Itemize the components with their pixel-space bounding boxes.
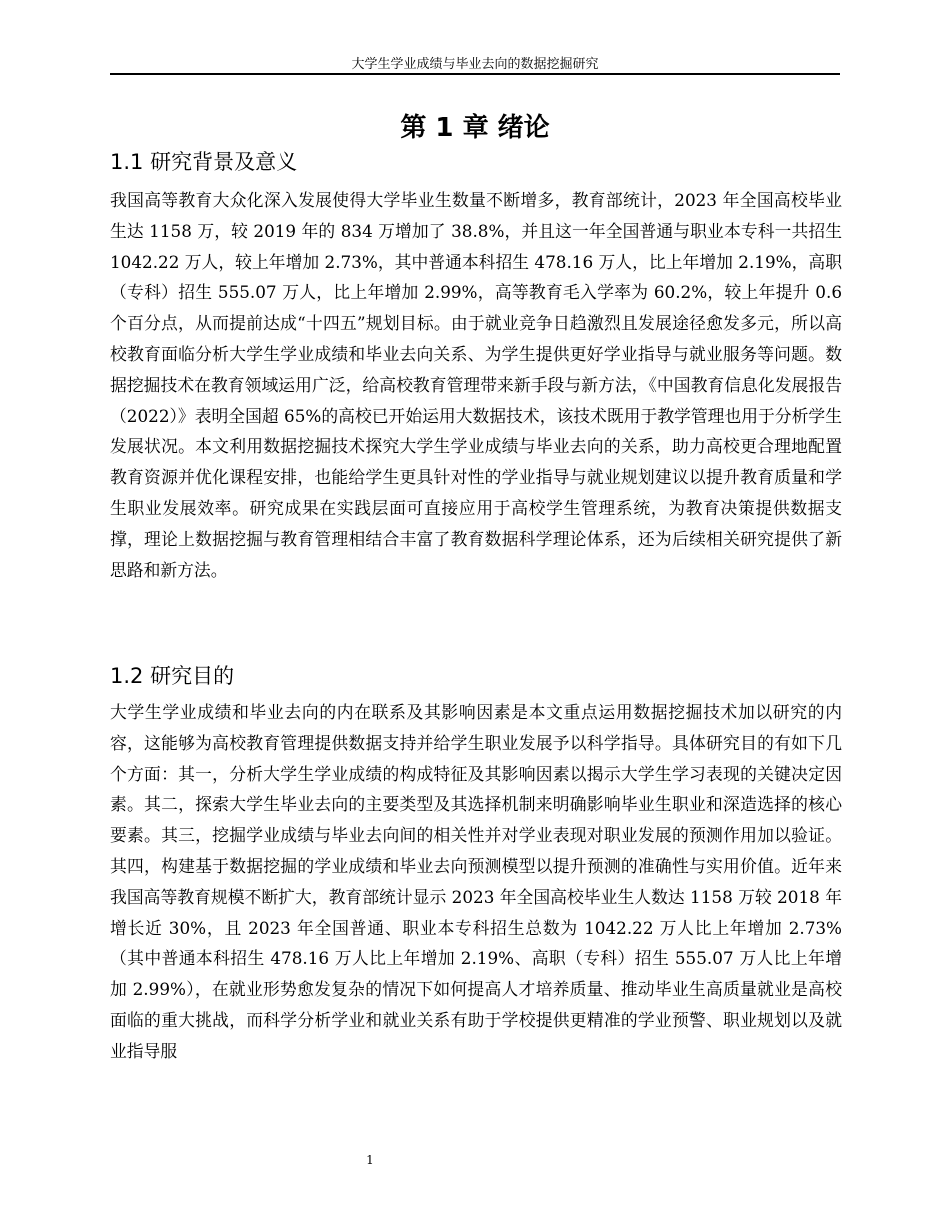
paragraph-background: 我国高等教育大众化深入发展使得大学毕业生数量不断增多，教育部统计，2023 年全国高校毕业生达 1158 万，较 2019 年的 834 万增加了 38.8%，并且这一年全国普通与职业本专科一共招生 1042.22 万人，较上年增加 2.73%，其中普通本科招生 478.16 万人，比上年增加 2.19%，高职（专科）招生 555.07 万人，比上年增加 2.99%，高等教育毛入学率为 60.2%，较上年提升 0.6 个百分点，从而提前达成“十四五”规划目标。由于就业竞争日趋激烈且发展途径愈发多元，所以高校教育面临分析大学生学业成绩和毕业去向关系、为学生提供更好学业指导与就业服务等问题。数据挖掘技术在教育领域运用广泛，给高校教育管理带来新手段与新方法，《中国教育信息化发展报告（2022）》表明全国超 65%的高校已开始运用大数据技术，该技术既用于教学管理也用于分析学生发展状况。本文利用数据挖掘技术探究大学生学业成绩与毕业去向的关系，助力高校更合理地配置教育资源并优化课程安排，也能给学生更具针对性的学业指导与就业规划建议以提升教育质量和学生职业发展效率。研究成果在实践层面可直接应用于高校学生管理系统，为教育决策提供数据支撑，理论上数据挖掘与教育管理相结合丰富了教育数据科学理论体系，还为后续相关研究提供了新思路和新方法。 [110,190,842,580]
header-rule [110,73,840,75]
section-heading-background: 1.1 研究背景及意义 [110,150,298,174]
page-number: 1 [366,1153,374,1167]
paragraph-purpose: 大学生学业成绩和毕业去向的内在联系及其影响因素是本文重点运用数据挖掘技术加以研究的内容，这能够为高校教育管理提供数据支持并给学生职业发展予以科学指导。具体研究目的有如下几个方面：其一，分析大学生学业成绩的构成特征及其影响因素以揭示大学生学习表现的关键决定因素。其二，探索大学生毕业去向的主要类型及其选择机制来明确影响毕业生职业和深造选择的核心要素。其三，挖掘学业成绩与毕业去向间的相关性并对学业表现对职业发展的预测作用加以验证。其四，构建基于数据挖掘的学业成绩和毕业去向预测模型以提升预测的准确性与实用价值。近年来我国高等教育规模不断扩大，教育部统计显示 2023 年全国高校毕业生人数达 1158 万较 2018 年增长近 30%，且 2023 年全国普通、职业本专科招生总数为 1042.22 万人比上年增加 2.73%（其中普通本科招生 478.16 万人比上年增加 2.19%、高职（专科）招生 555.07 万人比上年增加 2.99%），在就业形势愈发复杂的情况下如何提高人才培养质量、推动毕业生高质量就业是高校面临的重大挑战，而科学分析学业和就业关系有助于学校提供更精准的学业预警、职业规划以及就业指导服 [110,702,842,1061]
section-heading-purpose: 1.2 研究目的 [110,664,235,688]
chapter-title: 第 1 章 绪论 [400,113,550,143]
running-header: 大学生学业成绩与毕业去向的数据挖掘研究 [351,57,599,72]
